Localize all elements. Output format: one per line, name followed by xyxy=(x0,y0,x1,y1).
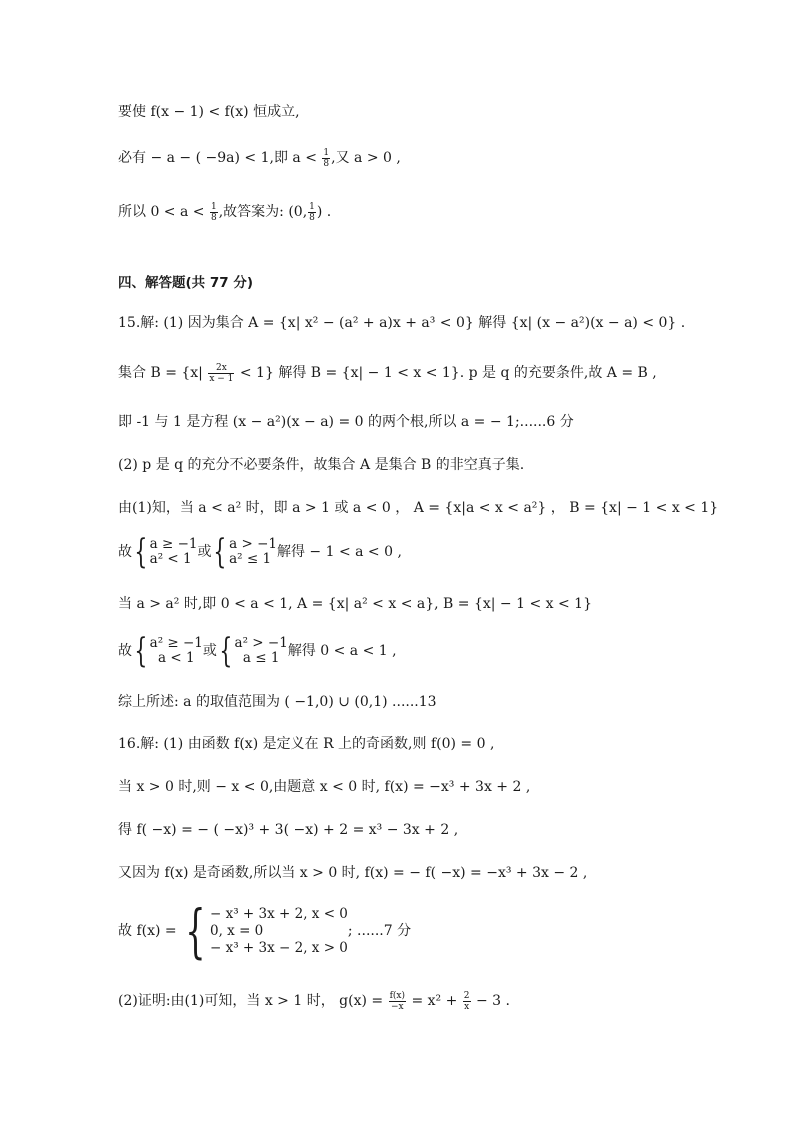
text: 故 xyxy=(118,643,132,659)
text: < 1} 解得 B = {x| − 1 < x < 1}. p 是 q 的充要条件,故 A = B , xyxy=(235,365,657,381)
p15-line-7: 当 a > a² 时,即 0 < a < 1, A = {x| a² < x < a}, B = {x| − 1 < x < 1} xyxy=(118,596,592,612)
text: 解得 − 1 < a < 0 , xyxy=(276,544,402,560)
text: ) . xyxy=(316,204,332,220)
fraction xyxy=(389,991,406,1012)
p15-line-4: (2) p 是 q 的充分不必要条件，故集合 A 是集合 B 的非空真子集. xyxy=(118,457,525,473)
solution-line-3 xyxy=(118,194,331,230)
p16-line-4: 又因为 f(x) 是奇函数,所以当 x > 0 时, f(x) = − f( −x) = −x³ + 3x − 2 , xyxy=(118,865,588,881)
text: 或 xyxy=(202,643,217,659)
p16-line-5 xyxy=(118,897,412,965)
condition-system xyxy=(150,636,203,666)
p15-line-3: 即 -1 与 1 是方程 (x − a²)(x − a) = 0 的两个根,所以 a = − 1;......6 分 xyxy=(118,414,574,430)
text: = x² + xyxy=(407,993,462,1009)
text: 故 f(x) = xyxy=(118,923,182,939)
condition-system xyxy=(150,537,198,567)
denominator: x xyxy=(464,1001,470,1012)
text: (2)证明:由(1)可知，当 x > 1 时， g(x) = xyxy=(118,993,388,1009)
text: − 3 . xyxy=(471,993,510,1009)
fraction xyxy=(308,202,316,223)
denominator: 8 xyxy=(210,212,217,223)
text: ,故答案为: (0, xyxy=(218,204,308,220)
case: 0, x = 0 xyxy=(210,922,264,939)
case: − x³ + 3x + 2, x < 0 xyxy=(210,905,348,922)
denominator: 8 xyxy=(323,158,330,169)
fraction xyxy=(322,148,330,169)
p16-line-2: 当 x > 0 时,则 − x < 0,由题意 x < 0 时, f(x) = −x³ + 3x + 2 , xyxy=(118,779,531,795)
p16-line-3: 得 f( −x) = − ( −x)³ + 3( −x) + 2 = x³ − 3x + 2 , xyxy=(118,822,459,838)
fraction xyxy=(463,991,471,1012)
condition: a² ≥ −1 xyxy=(149,635,203,651)
fraction xyxy=(210,202,218,223)
piecewise-cases xyxy=(210,906,348,957)
p15-line-8 xyxy=(118,631,397,671)
denominator: 8 xyxy=(309,212,315,223)
text: 必有 − a − ( −9a) < 1,即 a < xyxy=(118,150,322,166)
p15-line-1: 15.解: (1) 因为集合 A = {x| x² − (a² + a)x + a³ < 0} 解得 {x| (x − a²)(x − a) < 0} . xyxy=(118,315,686,331)
numerator: 1 xyxy=(210,201,217,212)
numerator: 2 xyxy=(463,990,470,1001)
p15-line-9: 综上所述: a 的取值范围为 ( −1,0) ∪ (0,1) ......13 xyxy=(118,694,437,710)
text: 或 xyxy=(197,544,212,560)
condition: a < 1 xyxy=(158,650,195,666)
p15-line-6 xyxy=(118,532,402,572)
p16-line-1: 16.解: (1) 由函数 f(x) 是定义在 R 上的奇函数,则 f(0) = 0 , xyxy=(118,736,495,752)
text: 所以 0 < a < xyxy=(118,204,209,220)
condition-system xyxy=(235,636,288,666)
left-brace: { xyxy=(213,532,227,572)
denominator: −x xyxy=(390,1001,404,1012)
condition: a > −1 xyxy=(229,536,277,552)
p15-line-2 xyxy=(118,355,657,391)
left-brace: { xyxy=(219,631,233,671)
numerator: 2x xyxy=(208,363,234,374)
solution-line-2 xyxy=(118,140,401,176)
fraction xyxy=(208,363,234,384)
left-brace: { xyxy=(134,532,148,572)
text: ; ......7 分 xyxy=(347,923,412,939)
left-brace: { xyxy=(185,897,206,965)
condition: a² ≤ 1 xyxy=(229,551,272,567)
text: 解得 0 < a < 1 , xyxy=(287,643,397,659)
condition: a ≥ −1 xyxy=(149,536,198,552)
p15-line-5: 由(1)知，当 a < a² 时，即 a > 1 或 a < 0 ， A = {x|a < x < a²} ， B = {x| − 1 < x < 1} xyxy=(118,500,719,516)
numerator: f(x) xyxy=(389,990,406,1001)
condition-system xyxy=(229,537,277,567)
text: 故 xyxy=(118,544,132,560)
text: ,又 a > 0 , xyxy=(331,150,401,166)
condition: a ≤ 1 xyxy=(242,650,280,666)
denominator: x − 1 xyxy=(209,373,234,384)
case: − x³ + 3x − 2, x > 0 xyxy=(210,939,348,956)
solution-line-1: 要使 f(x − 1) < f(x) 恒成立, xyxy=(118,104,300,120)
text: 集合 B = {x| xyxy=(118,365,208,381)
condition: a² > −1 xyxy=(234,635,288,651)
condition: a² < 1 xyxy=(149,551,192,567)
p16-line-6 xyxy=(118,983,510,1019)
numerator: 1 xyxy=(309,201,315,212)
numerator: 1 xyxy=(323,147,330,158)
left-brace: { xyxy=(134,631,148,671)
section-heading: 四、解答题(共 77 分) xyxy=(118,275,254,291)
